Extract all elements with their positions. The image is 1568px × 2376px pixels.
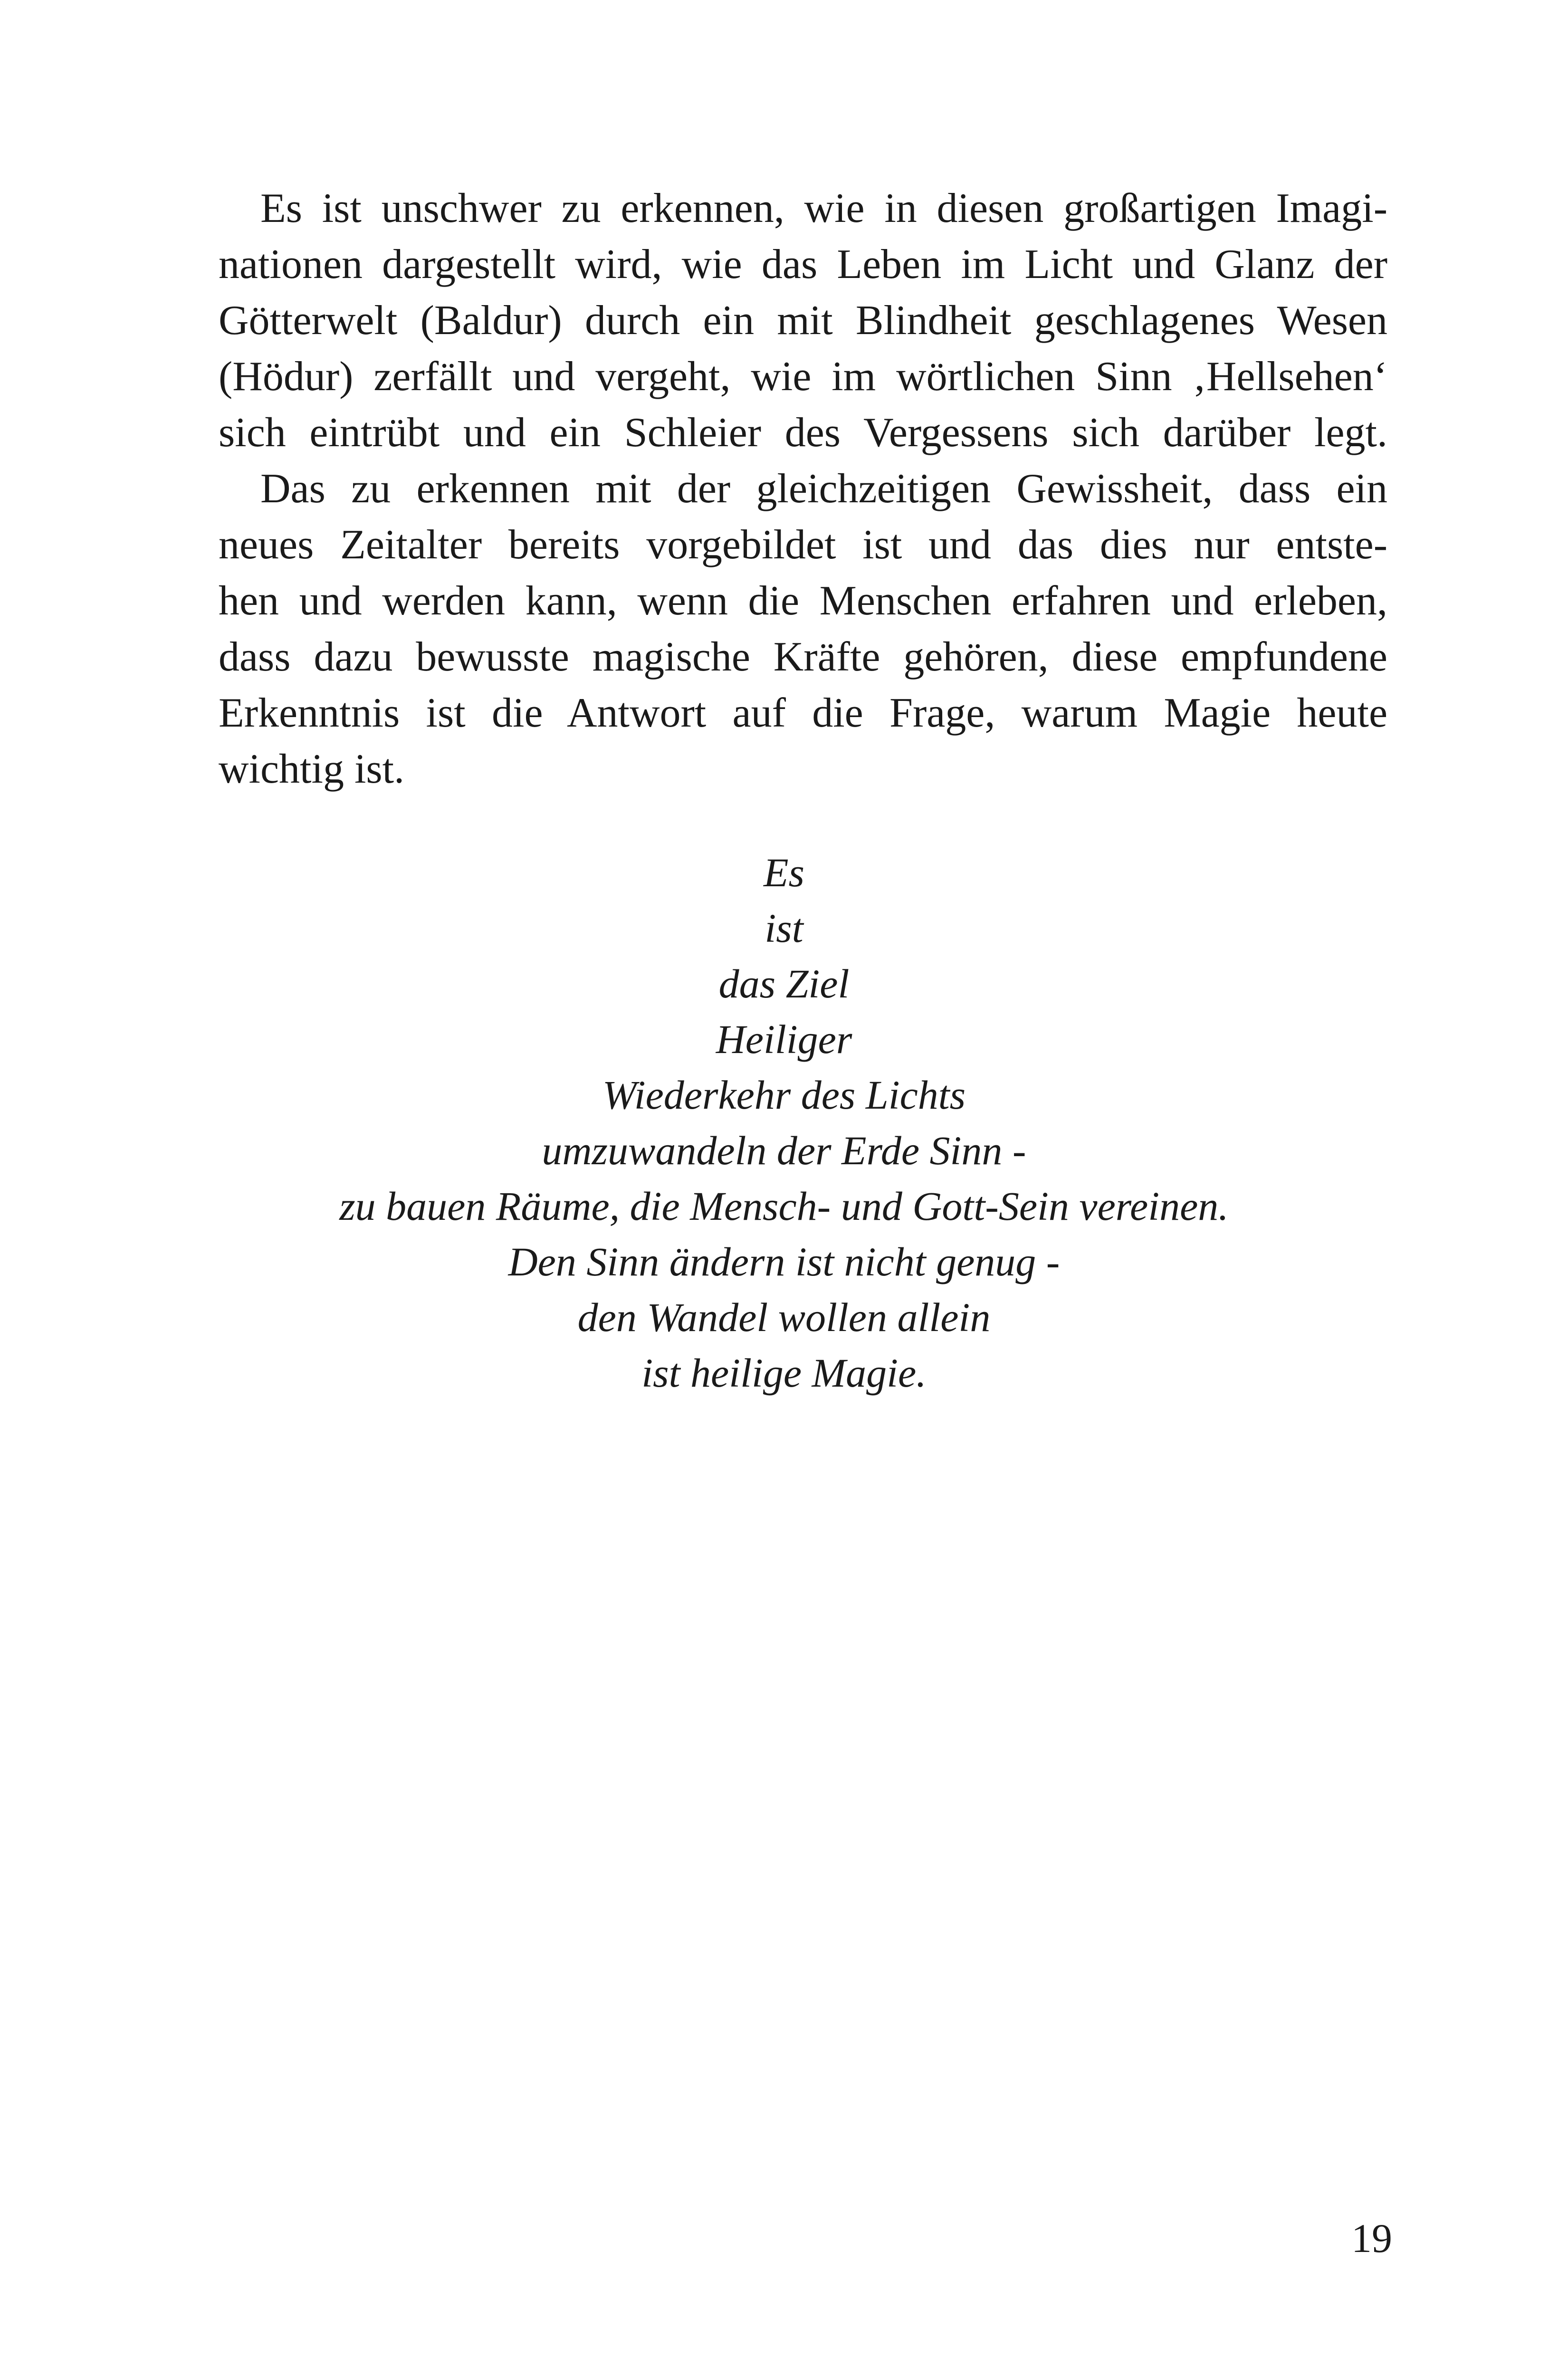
- text-line: Erkenntnis ist die Antwort auf die Frage, warum Magie heute: [219, 690, 1387, 736]
- poem-line: ist heilige Magie.: [641, 1350, 927, 1396]
- text-line: wichtig ist.: [219, 746, 405, 792]
- poem-line: zu bauen Räume, die Mensch- und Gott-Sein vereinen.: [339, 1183, 1229, 1229]
- text-line: sich eintrübt und ein Schleier des Vergessens sich darüber legt.: [219, 410, 1387, 456]
- poem-line: Es: [764, 850, 804, 895]
- poem: [0, 845, 1568, 1401]
- text-line: nationen dargestellt wird, wie das Leben im Licht und Glanz der: [219, 241, 1387, 287]
- poem-line: Den Sinn ändern ist nicht genug -: [508, 1239, 1060, 1284]
- poem-line: Heiliger: [716, 1016, 852, 1062]
- text-line: Es ist unschwer zu erkennen, wie in diesen großartigen Imagi-: [260, 185, 1387, 231]
- poem-line: Wiederkehr des Lichts: [602, 1072, 966, 1118]
- poem-line: den Wandel wollen allein: [577, 1294, 991, 1340]
- text-line: Das zu erkennen mit der gleichzeitigen Gewissheit, dass ein: [260, 466, 1387, 512]
- text-line: Götterwelt (Baldur) durch ein mit Blindheit geschlagenes Wesen: [219, 297, 1387, 344]
- poem-line: ist: [765, 905, 803, 951]
- text-line: neues Zeitalter bereits vorgebildet ist und das dies nur entste-: [219, 522, 1387, 568]
- text-line: (Hödur) zerfällt und vergeht, wie im wörtlichen Sinn ‚Hellsehen‘: [219, 354, 1387, 400]
- text-line: dass dazu bewusste magische Kräfte gehören, diese empfundene: [219, 634, 1387, 680]
- text-line: hen und werden kann, wenn die Menschen erfahren und erleben,: [219, 578, 1387, 624]
- body-text: [219, 181, 1387, 797]
- poem-line: umzuwandeln der Erde Sinn -: [542, 1128, 1026, 1173]
- paragraph-2: [219, 461, 1387, 797]
- poem-line: das Ziel: [718, 961, 850, 1006]
- paragraph-1: [219, 181, 1387, 461]
- page-number: 19: [1351, 2215, 1392, 2261]
